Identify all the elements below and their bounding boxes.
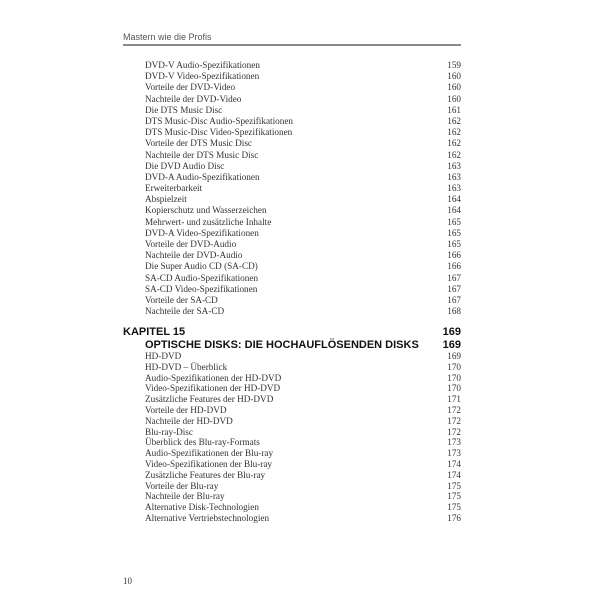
- toc-entry-title: HD-DVD – Überblick: [145, 361, 228, 372]
- toc-entry-page: 165: [447, 239, 461, 249]
- toc-entry: [145, 261, 461, 272]
- toc-entry-page: 162: [447, 115, 461, 126]
- toc-entry-page: 160: [447, 93, 461, 104]
- toc-entry-page: 165: [447, 227, 461, 238]
- toc-entry-page: 176: [447, 512, 461, 523]
- toc-entry-page: 161: [447, 104, 461, 115]
- toc-entry-page: 174: [447, 469, 461, 480]
- toc-entry-title: Mehrwert- und zusätzliche Inhalte: [145, 216, 272, 227]
- toc-entry-page: 174: [447, 458, 461, 469]
- toc-entry-title: Vorteile der DVD-Video: [145, 82, 236, 93]
- toc-entry-page: 162: [447, 149, 461, 160]
- toc-entry: [145, 362, 461, 373]
- toc-entry-title: SA-CD Video-Spezifikationen: [145, 283, 258, 294]
- toc-entry-title: Nachteile der DVD-Audio: [145, 250, 243, 261]
- chapter-page: 169: [442, 326, 461, 338]
- toc-entry-page: 167: [447, 272, 461, 283]
- chapter-title-page: 169: [442, 339, 461, 351]
- toc-entry-page: 175: [447, 502, 461, 513]
- toc-entry: [145, 150, 461, 161]
- toc-entry: [145, 351, 461, 362]
- toc-entry-page: 175: [447, 491, 461, 502]
- toc-entry-title: Die DTS Music Disc: [145, 104, 223, 115]
- toc-entry: [145, 105, 461, 116]
- toc-entry-page: 173: [447, 437, 461, 448]
- toc-entry: [145, 295, 461, 306]
- toc-entry-page: 169: [447, 351, 461, 361]
- toc-entry: [145, 60, 461, 71]
- toc-entry: [145, 183, 461, 194]
- toc-entry-page: 166: [447, 261, 461, 272]
- toc-entry: [145, 513, 461, 524]
- toc-entry-title: Nachteile der HD-DVD: [145, 415, 233, 426]
- toc-entry-page: 162: [447, 127, 461, 138]
- toc-entry: [145, 306, 461, 317]
- toc-entry-page: 162: [447, 138, 461, 149]
- toc-entry: [145, 138, 461, 149]
- toc-entry-title: DTS Music-Disc Video-Spezifikationen: [145, 127, 293, 138]
- toc-entry: [145, 284, 461, 295]
- toc-entry: [145, 127, 461, 138]
- toc-entry-title: DVD-V Video-Spezifikationen: [145, 71, 260, 82]
- toc-entry: [145, 217, 461, 228]
- page-number: 10: [123, 576, 132, 586]
- toc-entry: [145, 94, 461, 105]
- toc-entry: [145, 383, 461, 394]
- toc-entry: [145, 82, 461, 93]
- toc-entry-page: 163: [447, 171, 461, 182]
- toc-entry-title: DVD-A Video-Spezifikationen: [145, 227, 259, 238]
- toc-entry-page: 160: [447, 82, 461, 93]
- toc-entry-page: 163: [447, 183, 461, 194]
- toc-entry: [145, 116, 461, 127]
- toc-entry-title: Überblick des Blu-ray-Formats: [145, 437, 260, 448]
- toc-entry-title: Blu-ray-Disc: [145, 426, 193, 437]
- toc-entry-title: Die Super Audio CD (SA-CD): [145, 261, 258, 272]
- toc-entry: [145, 416, 461, 427]
- toc-entry-title: Vorteile der Blu-ray: [145, 480, 219, 491]
- toc-entry: [145, 373, 461, 384]
- toc-entry: [145, 491, 461, 502]
- toc-entry: [145, 502, 461, 513]
- toc-entry-page: 171: [447, 394, 461, 405]
- toc-list-chapter: [145, 351, 461, 524]
- toc-entry-page: 172: [447, 426, 461, 437]
- toc-list-top: [145, 60, 461, 317]
- toc-entry: [145, 71, 461, 82]
- toc-entry-title: DTS Music-Disc Audio-Spezifikationen: [145, 115, 293, 126]
- toc-entry: [145, 448, 461, 459]
- toc-entry-title: Nachteile der DVD-Video: [145, 93, 242, 104]
- toc-entry-page: 170: [447, 383, 461, 394]
- chapter-label: KAPITEL 15: [123, 326, 186, 338]
- toc-entry-title: DVD-V Audio-Spezifikationen: [145, 60, 260, 70]
- toc-entry: [145, 273, 461, 284]
- toc-entry: [145, 459, 461, 470]
- toc-entry: [145, 194, 461, 205]
- toc-entry-title: Vorteile der SA-CD: [145, 294, 218, 305]
- toc-entry-title: Audio-Spezifikationen der Blu-ray: [145, 448, 274, 459]
- toc-entry-page: 173: [447, 448, 461, 459]
- toc-entry-page: 164: [447, 194, 461, 205]
- toc-entry-page: 163: [447, 160, 461, 171]
- toc-entry: [145, 250, 461, 261]
- toc-entry-title: Abspielzeit: [145, 194, 187, 205]
- toc-entry-title: Kopierschutz und Wasserzeichen: [145, 205, 267, 216]
- toc-entry: [145, 205, 461, 216]
- toc-entry-title: Nachteile der Blu-ray: [145, 491, 225, 502]
- toc-entry-title: DVD-A Audio-Spezifikationen: [145, 171, 260, 182]
- toc-entry-page: 170: [447, 372, 461, 383]
- toc-entry-page: 170: [447, 361, 461, 372]
- toc-entry: [145, 394, 461, 405]
- chapter-title: [145, 339, 461, 351]
- toc-entry: [145, 172, 461, 183]
- toc-entry-page: 165: [447, 216, 461, 227]
- toc-entry-page: 160: [447, 71, 461, 82]
- toc-entry-title: Audio-Spezifikationen der HD-DVD: [145, 372, 282, 383]
- toc-entry-title: Alternative Disk-Technologien: [145, 502, 259, 513]
- toc-entry-title: Nachteile der SA-CD: [145, 306, 225, 317]
- chapter-title-text: OPTISCHE DISKS: DIE HOCHAUFLÖSENDEN DISKS: [145, 339, 419, 351]
- toc-entry-page: 159: [447, 60, 461, 70]
- toc-entry-title: Erweiterbarkeit: [145, 183, 203, 194]
- toc-entry-title: Vorteile der DVD-Audio: [145, 239, 237, 249]
- toc-entry: [145, 427, 461, 438]
- chapter-heading: [123, 326, 461, 338]
- toc-entry-title: Vorteile der DTS Music Disc: [145, 138, 253, 149]
- toc-entry-page: 172: [447, 404, 461, 415]
- toc-entry: [145, 481, 461, 492]
- toc-entry-title: Die DVD Audio Disc: [145, 160, 225, 171]
- toc-entry-page: 168: [447, 306, 461, 317]
- toc-entry-page: 175: [447, 480, 461, 491]
- toc-entry: [145, 437, 461, 448]
- toc-entry-title: Video-Spezifikationen der HD-DVD: [145, 383, 281, 394]
- toc-entry-page: 172: [447, 415, 461, 426]
- toc-entry-title: HD-DVD: [145, 351, 182, 361]
- toc-entry: [145, 161, 461, 172]
- toc-entry: [145, 470, 461, 481]
- toc-entry-title: Alternative Vertriebstechnologien: [145, 512, 270, 523]
- header-rule: [123, 44, 461, 46]
- toc-entry-page: 164: [447, 205, 461, 216]
- toc-entry-title: Zusätzliche Features der Blu-ray: [145, 469, 266, 480]
- toc-entry-title: Zusätzliche Features der HD-DVD: [145, 394, 274, 405]
- toc-entry: [145, 405, 461, 416]
- toc-entry-page: 166: [447, 250, 461, 261]
- toc-entry: [145, 228, 461, 239]
- toc-entry-title: Nachteile der DTS Music Disc: [145, 149, 259, 160]
- toc-entry-title: Video-Spezifikationen der Blu-ray: [145, 458, 273, 469]
- toc-entry-title: SA-CD Audio-Spezifikationen: [145, 272, 259, 283]
- toc-entry: [145, 239, 461, 250]
- toc-entry-page: 167: [447, 294, 461, 305]
- toc-entry-title: Vorteile der HD-DVD: [145, 404, 227, 415]
- toc-entry-page: 167: [447, 283, 461, 294]
- running-head: Mastern wie die Profis: [123, 32, 212, 42]
